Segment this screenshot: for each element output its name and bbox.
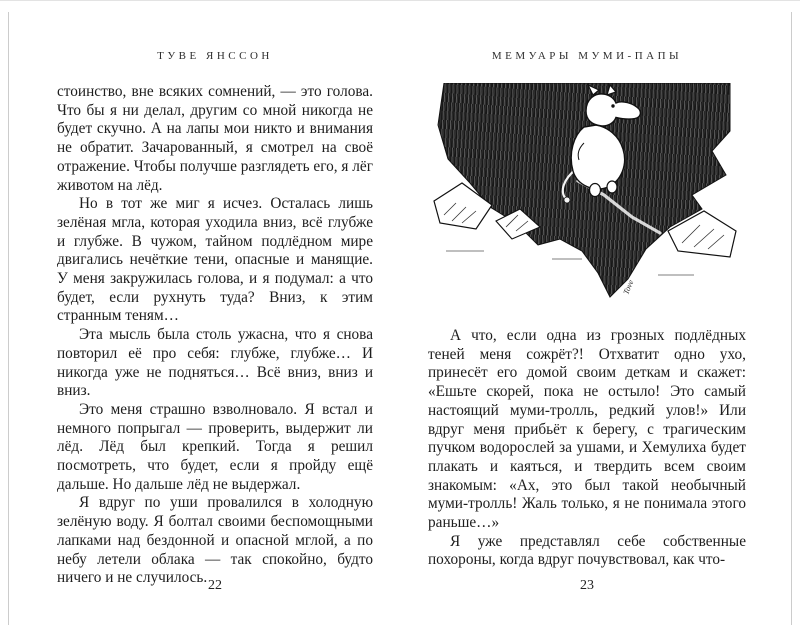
- artist-signature: Tove: [621, 278, 636, 296]
- dark-cliff-shape: [438, 83, 730, 297]
- moomin-illustration: [428, 83, 746, 311]
- page-number-right: 23: [580, 578, 594, 593]
- page-right: [428, 50, 746, 610]
- paragraph: Я вдруг по уши провалился в холодную зелёную воду. Я болтал своими беспомощными лапками над бездонной и опасной мглой, а по небу летели облака — так спокойно, будто ничего и не случилось.: [57, 494, 373, 587]
- page-edge-bottom: [0, 0, 800, 1]
- paragraph: Я уже представлял себе собственные похороны, когда вдруг почувствовал, как что-: [428, 532, 746, 569]
- left-page-text: [57, 83, 373, 588]
- paragraph: Эта мысль была столь ужасна, что я снова повторил её про себя: глубже, глубже… И никогда уже не подняться… Всё вниз, вниз и вниз.: [57, 326, 373, 400]
- moomin-leg: [590, 184, 601, 197]
- running-head-title: МЕМУАРЫ МУМИ-ПАПЫ: [491, 50, 683, 62]
- moomin-tail-tuft: [564, 197, 570, 203]
- running-head-author: ТУВЕ ЯНССОН: [157, 50, 273, 62]
- page-left: [57, 50, 373, 610]
- right-page-text: [428, 327, 746, 570]
- ice-lines: [446, 251, 694, 275]
- paragraph: А что, если одна из грозных подлёдных теней меня сожрёт?! Отхватит одно ухо, принесёт его домой своим деткам и скажет: «Ешьте скорей, пока не остыло! Это самый настоящий муми-тролль, редкий улов!» Или вдруг меня прибьёт к берегу, с трагическим пучком водорослей за ушами, и Хемулиха будет плакать и каяться, и твердить всем своим знакомым: «Ах, это был такой необычный муми-тролль! Жаль только, я не понимала этого раньше…»: [428, 327, 746, 532]
- page-edge-left: [8, 12, 9, 625]
- paragraph: Это меня страшно взволновало. Я встал и немного попрыгал — проверить, выдержит ли лёд. Лёд был крепкий. Тогда я решил посмотреть, что будет, если я пройду ещё дальше. Но дальше лёд не выдержал.: [57, 400, 373, 493]
- page-edge-right: [791, 12, 792, 625]
- moomin-on-cliff-drawing: [428, 83, 746, 311]
- moomin-leg: [607, 181, 617, 193]
- paragraph: Но в тот же миг я исчез. Осталась лишь зелёная мгла, которая уходила вниз, всё глубже и глубже. В чужом, тайном подлёдном мире двигались нечёткие тени, опасные и манящие. У меня закружилась голова, и я подумал: а что будет, если рухнуть туда? Вниз, к этим странным теням…: [57, 195, 373, 325]
- moomin-eye: [611, 104, 614, 107]
- page-number-left: 22: [208, 578, 222, 593]
- paragraph: стоинство, вне всяких сомнений, — это голова. Что бы я ни делал, другим со мной никогда не будет скучно. А на лапы мои никто и внимания не обратит. Зачарованный, я смотрел на своё отражение. Чтобы получше разглядеть его, я лёг животом на лёд.: [57, 83, 373, 194]
